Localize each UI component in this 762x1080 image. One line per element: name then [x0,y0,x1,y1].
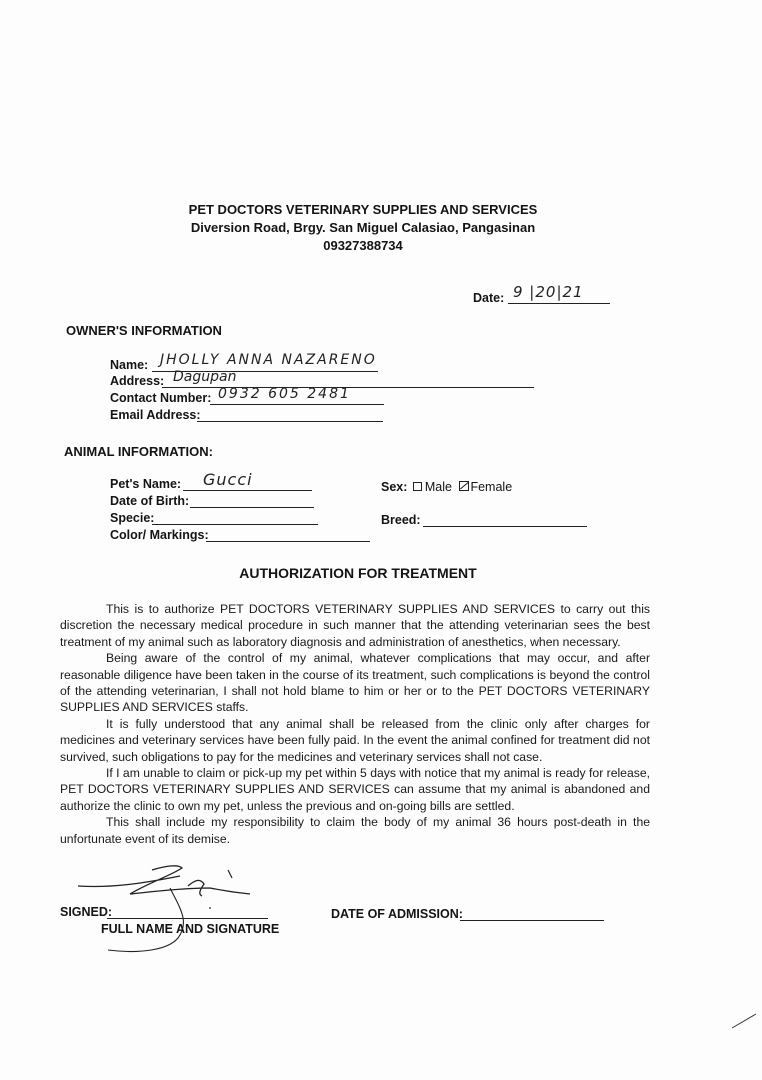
authorization-paragraph-2: Being aware of the control of my animal, whatever complications that may occur, and after reasonable diligence have been taken in the course of its treatment, such complications is beyond the control of the attending veterinarian, I shall not hold blame to him or her or to the PET DOCTORS VETERINARY SUPPLIES AND SERVICES staffs. [60,651,650,715]
sex-field [381,480,512,494]
clinic-phone: 09327388734 [323,238,403,253]
owner-contact-line [210,404,384,405]
clinic-address: Diversion Road, Brgy. San Miguel Calasiao, Pangasinan [190,220,536,235]
pet-name-line [183,490,312,491]
male-option-label: Male [424,480,452,494]
authorization-paragraph-3: It is fully understood that any animal shall be released from the clinic only after charges for medicines and veterinary services have been fully paid. In the event the animal confined for treatment did not survived, such obligations to pay for the medicines and veterinary services shall not case. [60,716,650,764]
female-checkbox-checked[interactable] [459,481,469,491]
breed-line [423,526,587,527]
authorization-body [60,601,650,847]
pet-name-label: Pet's Name: [110,477,182,491]
authorization-title: AUTHORIZATION FOR TREATMENT [239,565,477,581]
date-value: 9 |20|21 [513,283,584,301]
signed-label: SIGNED: [60,905,113,919]
admission-date-line [460,920,604,921]
owner-contact-value: 0932 605 2481 [218,386,351,402]
signature-line [107,918,268,919]
color-markings-line [206,541,370,542]
male-checkbox[interactable] [413,482,422,491]
animal-section-heading: ANIMAL INFORMATION: [64,444,213,459]
breed-label: Breed: [381,513,421,527]
owner-email-label: Email Address: [110,408,201,422]
authorization-paragraph-1: This is to authorize PET DOCTORS VETERINARY SUPPLIES AND SERVICES to carry out this discretion the necessary medical procedure in such manner that the attending veterinarian sees the best treatment of my animal such as laboratory diagnosis and administration of anesthetics, when necessary. [60,602,650,649]
clinic-name: PET DOCTORS VETERINARY SUPPLIES AND SERVICES [188,202,538,217]
admission-date-label: DATE OF ADMISSION: [331,907,463,921]
scan-mark [730,1010,760,1030]
date-label: Date: [473,291,505,305]
owner-address-label: Address: [110,374,165,388]
owner-address-value: Dagupan [173,369,237,385]
owner-name-label: Name: [110,358,149,372]
specie-label: Specie: [110,511,155,525]
owner-section-heading: OWNER'S INFORMATION [66,323,222,338]
owner-contact-label: Contact Number: [110,391,212,405]
owner-email-line [197,421,383,422]
dob-label: Date of Birth: [110,494,190,508]
date-line [508,303,610,304]
sex-label: Sex: [381,480,408,494]
authorization-paragraph-5: This shall include my responsibility to claim the body of my animal 36 hours post-death in the unfortunate event of its demise. [60,815,650,846]
pet-name-value: Gucci [203,470,253,489]
color-markings-label: Color/ Markings: [110,528,209,542]
owner-name-value: JHOLLY ANNA NAZARENO [160,352,377,368]
authorization-paragraph-4: If I am unable to claim or pick-up my pet within 5 days with notice that my animal is ready for release, PET DOCTORS VETERINARY SUPPLIES AND SERVICES can assume that my animal is abandoned and authorize the clinic to own my pet, unless the previous and on-going bills are settled. [60,766,650,813]
female-option-label: Female [470,480,513,494]
signature-caption: FULL NAME AND SIGNATURE [101,922,280,936]
dob-line [190,507,314,508]
specie-line [152,524,318,525]
